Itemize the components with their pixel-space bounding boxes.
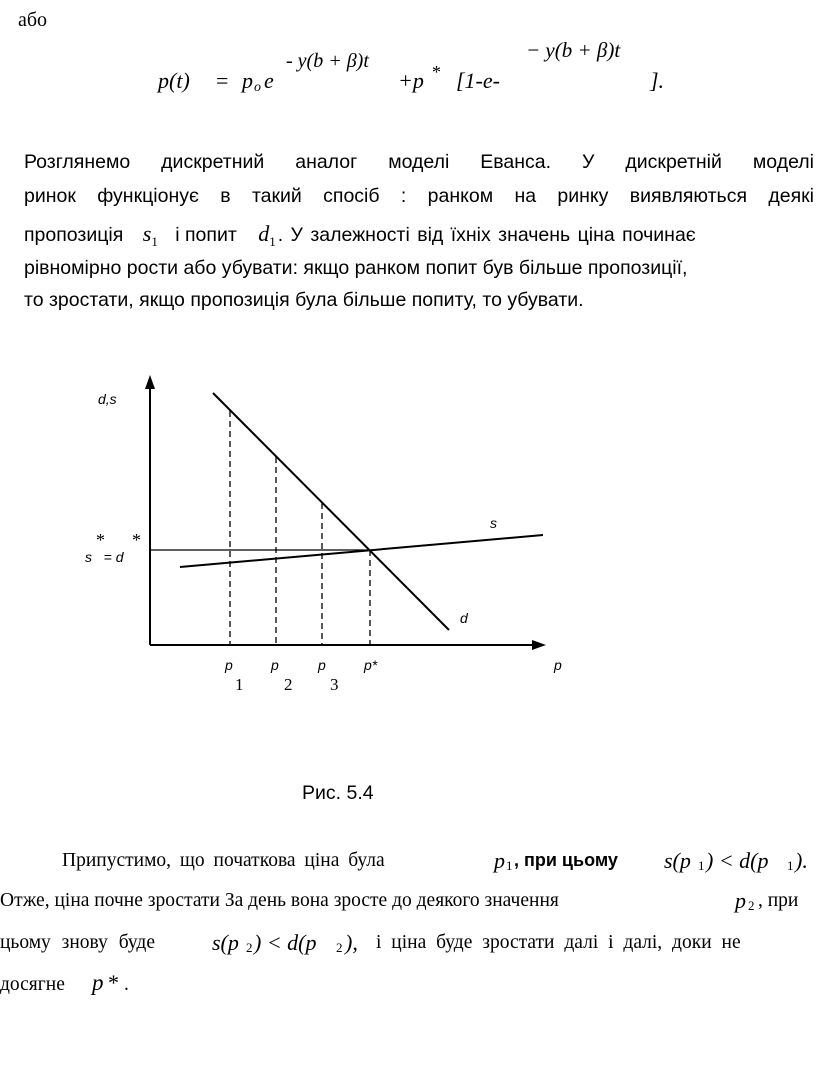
formula-p0: p — [242, 68, 253, 93]
var-s: s — [142, 221, 152, 246]
paragraph-2-line-2 — [0, 886, 816, 926]
p2-ineq-2-sub-1: 2 — [246, 940, 253, 955]
x-axis-arrow-icon — [532, 640, 546, 650]
formula-star: * — [432, 62, 441, 82]
p2-ineq-1: s(p — [664, 848, 691, 873]
tick-p3-sub: 3 — [330, 675, 339, 694]
p2-ineq-1-sub-1: 1 — [698, 858, 705, 873]
y-axis-arrow-icon — [145, 375, 155, 389]
p2-ineq-2-end: ), — [345, 930, 358, 955]
equilibrium-star-right: * — [132, 530, 141, 550]
equilibrium-label: s = d — [85, 549, 124, 565]
paragraph-2 — [0, 846, 816, 1010]
d-line-label: d — [460, 610, 468, 626]
p2-ineq-2-mid: ) < d(p — [254, 930, 317, 955]
formula-exponent-2: − y(b + β)t — [526, 38, 621, 62]
formula-bracket-close: ]. — [650, 68, 665, 93]
formula-e: e — [264, 68, 274, 93]
p2-var-p1-sub: 1 — [506, 858, 513, 873]
p2-line-4-text-a: досягне — [0, 974, 65, 995]
tick-p1-name: p — [225, 657, 233, 673]
figure-5-4 — [0, 360, 816, 720]
p2-line-4-end: . — [124, 974, 129, 995]
p2-ineq-2-sub-2: 2 — [336, 940, 343, 955]
line-3-text-b: і попит — [175, 224, 237, 246]
x-axis-label: p — [554, 657, 562, 673]
formula — [0, 0, 816, 110]
p2-line-3-text-a: цьому знову буде — [0, 932, 156, 953]
paragraph-1-line-4: рівномірно рости або убувати: якщо ранком попит був більше пропозиції, — [24, 257, 688, 279]
tick-p2-name: p — [271, 657, 279, 673]
formula-p0-sub: o — [254, 80, 261, 95]
equilibrium-star-left: * — [96, 530, 105, 550]
p2-var-star: * — [108, 970, 119, 995]
p2-line-2-text-a: Отже, ціна почне зростати За день вона зросте до деякого значення — [0, 890, 559, 911]
paragraph-2-line-3 — [0, 926, 816, 970]
p2-line-3-text-b: і ціна буде зростати далі і далі, доки не — [376, 932, 741, 953]
s-line-label: s — [490, 515, 497, 531]
p2-line-2-text-b: , при — [758, 890, 799, 911]
supply-line — [180, 535, 543, 567]
p2-line-1-text-a: Припустимо, що початкова ціна була — [62, 850, 385, 871]
y-axis-label: d,s — [98, 391, 117, 407]
p2-var-p2-sub: 2 — [748, 898, 755, 913]
var-d-sub: 1 — [269, 234, 276, 249]
paragraph-1-line-2: ринок функціонує в такий спосіб : ранком на ринку виявляються деякі — [24, 185, 814, 207]
paragraph-1-line-5: то зростати, якщо пропозиція була більше попиту, то убувати. — [24, 289, 584, 311]
p2-var-p2: p — [735, 888, 746, 913]
p2-ineq-1-mid: ) < d(p — [706, 848, 769, 873]
p2-line-1-text-b: , при цьому — [514, 850, 618, 870]
formula-exponent-1: - y(b + β)t — [286, 50, 369, 72]
paragraph-1-line-1: Розглянемо дискретний аналог моделі Еванса. У дискретній моделі — [24, 151, 814, 173]
tick-p3-name: p — [318, 657, 326, 673]
formula-lhs: p(t) — [158, 68, 190, 93]
paragraph-1-line-3 — [24, 221, 814, 255]
tick-p-star-name: p* — [364, 657, 378, 673]
p2-ineq-1-end: ). — [795, 848, 808, 873]
formula-bracket-open: [1-e- — [456, 68, 500, 93]
formula-plus-p: +p — [398, 68, 424, 93]
p2-var-p-star: p — [92, 970, 104, 995]
paragraph-2-line-4 — [0, 970, 816, 1010]
line-3-text-c: . У залежності від їхніх значень ціна починає — [277, 224, 696, 246]
paragraph-1 — [24, 151, 814, 319]
formula-eq: = — [216, 68, 229, 93]
var-d: d — [258, 221, 270, 246]
tick-p1-sub: 1 — [235, 675, 244, 694]
var-s-sub: 1 — [151, 234, 158, 249]
p2-ineq-2: s(p — [212, 930, 239, 955]
line-3-text-a: пропозиція — [24, 224, 124, 246]
figure-caption: Рис. 5.4 — [302, 782, 374, 804]
paragraph-2-line-1 — [0, 846, 816, 886]
demand-line — [213, 393, 449, 630]
tick-p2-sub: 2 — [284, 675, 293, 694]
intro-word: або — [18, 9, 48, 31]
p2-var-p1: p — [494, 848, 505, 873]
p2-ineq-1-sub-2: 1 — [787, 858, 794, 873]
